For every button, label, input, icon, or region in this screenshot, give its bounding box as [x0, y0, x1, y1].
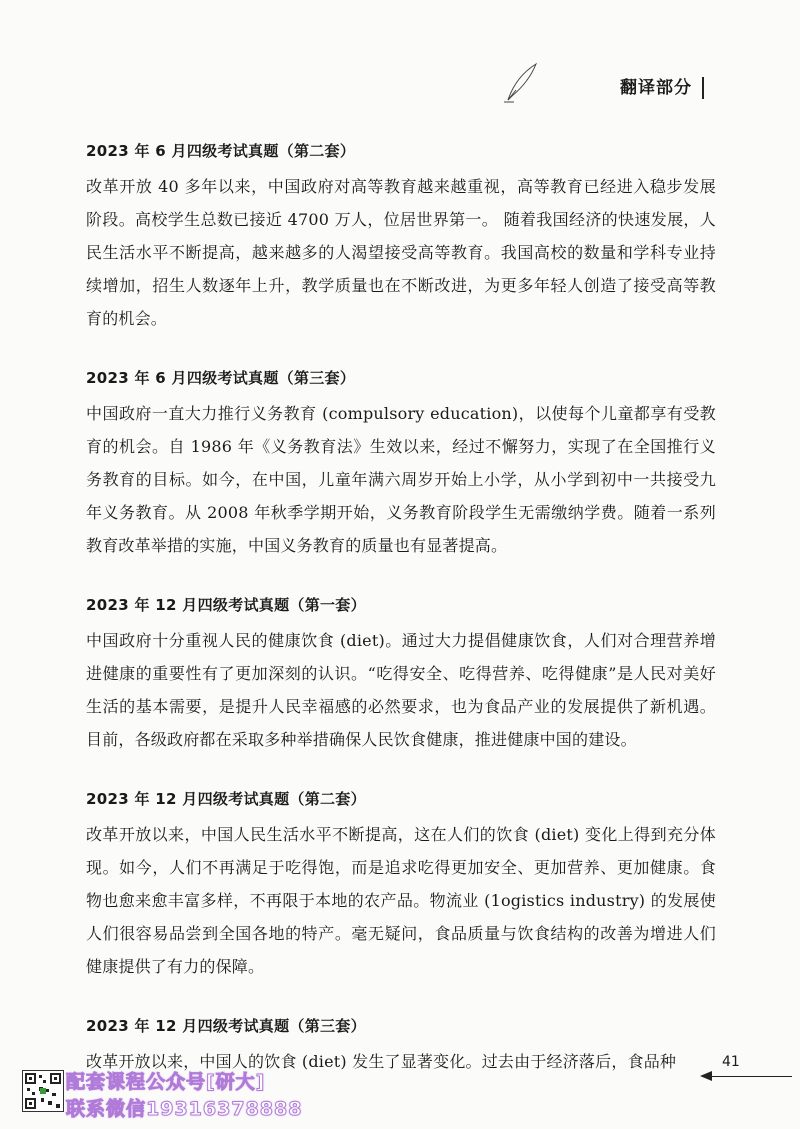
- section-title: 2023 年 12 月四级考试真题（第二套）: [86, 790, 366, 808]
- qr-code-icon: [22, 1070, 64, 1112]
- section-title: 2023 年 6 月四级考试真题（第二套）: [86, 142, 356, 160]
- exam-section: [86, 140, 716, 335]
- exam-section: [86, 594, 716, 756]
- section-title: 2023 年 12 月四级考试真题（第一套）: [86, 596, 366, 614]
- section-header-title: 翻译部分: [620, 77, 704, 99]
- quill-icon: [502, 60, 542, 104]
- page-header: [620, 68, 704, 108]
- section-paragraph: 改革开放以来，中国人民生活水平不断提高，这在人们的饮食 (diet) 变化上得到充分体现。如今，人们不再满足于吃得饱，而是追求吃得更加安全、更加营养、更加健康。食物也愈来愈丰富多样，不再限于本地的农产品。物流业 (1ogistics industry) 的发展使人们很容易品尝到全国各地的特产。毫无疑问，食品质量与饮食结构的改善为增进人们健康提供了有力的保障。: [86, 825, 716, 976]
- section-paragraph: 中国政府一直大力推行义务教育 (compulsory education)，以使每个儿童都享有受教育的机会。自 1986 年《义务教育法》生效以来，经过不懈努力，实现了在全国推行义务教育的目标。如今，在中国，儿童年满六周岁开始上小学，从小学到初中一共接受九年义务教育。从 2008 年秋季学期开始，义务教育阶段学生无需缴纳学费。随着一系列教育改革举措的实施，中国义务教育的质量也有显著提高。: [86, 404, 716, 555]
- exam-section: [86, 367, 716, 562]
- page-number: 41: [722, 1054, 740, 1070]
- section-paragraph: 改革开放 40 多年以来，中国政府对高等教育越来越重视，高等教育已经进入稳步发展阶段。高校学生总数已接近 4700 万人，位居世界第一。 随着我国经济的快速发展，人民生活水平不断提高，越来越多的人渴望接受高等教育。我国高校的数量和学科专业持续增加，招生人数逐年上升，教学质量也在不断改进，为更多年轻人创造了接受高等教育的机会。: [86, 177, 716, 328]
- footer-rule: [710, 1076, 792, 1077]
- promo-banner-line: 联系微信19316378888: [66, 1098, 303, 1120]
- section-paragraph: 改革开放以来，中国人的饮食 (diet) 发生了显著变化。过去由于经济落后，食品种: [86, 1052, 677, 1071]
- promo-banner-line: 配套课程公众号[研大]: [66, 1071, 266, 1093]
- section-paragraph: 中国政府十分重视人民的健康饮食 (diet)。通过大力提倡健康饮食，人们对合理营养增进健康的重要性有了更加深刻的认识。“吃得安全、吃得营养、吃得健康”是人民对美好生活的基本需要，是提升人民幸福感的必然要求，也为食品产业的发展提供了新机遇。目前，各级政府都在采取多种举措确保人民饮食健康，推进健康中国的建设。: [86, 631, 716, 749]
- section-title: 2023 年 12 月四级考试真题（第三套）: [86, 1017, 366, 1035]
- exam-section: [86, 788, 716, 983]
- document-body: [86, 140, 716, 1110]
- section-title: 2023 年 6 月四级考试真题（第三套）: [86, 369, 356, 387]
